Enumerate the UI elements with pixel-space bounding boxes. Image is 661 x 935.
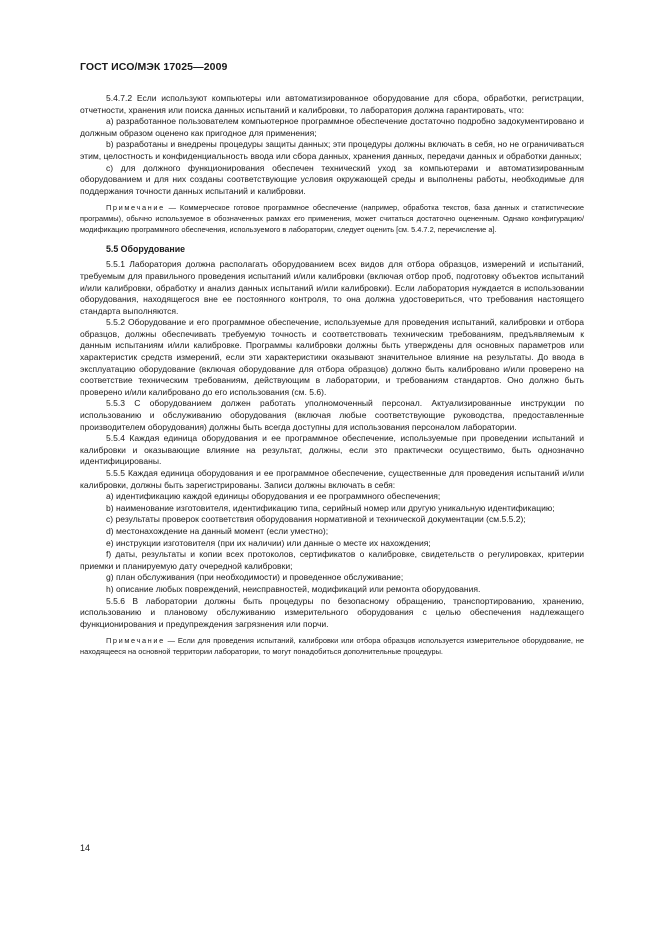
paragraph-5-5-3: 5.5.3 С оборудованием должен работать уполномоченный персонал. Актуализированные инструкции по использованию и обслуживанию оборудования (включая любые соответствующие руководства, предоставленные производителем оборудования) должны быть всегда доступны для использования персоналом лаборатории.	[80, 398, 584, 432]
paragraph-5-5-6: 5.5.6 В лаборатории должны быть процедуры по безопасному обращению, транспортированию, хранению, использованию и плановому обслуживанию измерительного оборудования с целью обеспечения надлежащего функционирования и предупреждения загрязнения или порчи.	[80, 595, 584, 629]
list-item-b: b) наименование изготовителя, идентификацию типа, серийный номер или другую уникальную идентификацию;	[106, 502, 555, 513]
list-item-b: b) разработаны и внедрены процедуры защиты данных; эти процедуры должны включать в себя, но не ограничиваться этим, целостность и конфиденциальность ввода или сбора данных, хранения данных, передачи данных и обработки данных;	[80, 139, 584, 161]
paragraph-5-4-7-2: 5.4.7.2 Если используют компьютеры или автоматизированное оборудование для сбора, обработки, регистрации, отчетности, хранения или поиска данных испытаний и калибровки, то лаборатория должна гарантировать, что:	[80, 93, 584, 115]
list-item-a: a) идентификацию каждой единицы оборудования и ее программного обеспечения;	[106, 491, 441, 502]
list-item-c: c) результаты проверок соответствия оборудования нормативной и технической документации (см.5.5.2);	[106, 514, 526, 525]
page-number: 14	[80, 843, 91, 853]
list-item-e: e) инструкции изготовителя (при их наличии) или данные о месте их нахождения;	[106, 537, 431, 548]
paragraph-5-5-1: 5.5.1 Лаборатория должна располагать оборудованием всех видов для отбора образцов, измерений и испытаний, требуемым для правильного проведения испытаний и/или калибровки (включая отбор проб, подготовку объектов испытаний и/или калибровки, обработку и анализ данных испытаний и/или калибровки). Если лаборатория нуждается в использовании оборудования, находящегося вне ее постоянного контроля, то она должна удостовериться, что требования настоящего стандарта выполняются.	[80, 259, 584, 316]
list-item-g: g) план обслуживания (при необходимости) и проведенное обслуживание;	[106, 572, 404, 583]
note-text: — Если для проведения испытаний, калибровки или отбора образцов используется измерительное оборудование, не находящееся на основной территории лаборатории, то могут понадобиться дополнительные процедуры.	[80, 636, 584, 657]
paragraph-5-5-2: 5.5.2 Оборудование и его программное обеспечение, используемые для проведения испытаний, калибровки и отбора образцов, должны обеспечивать требуемую точность и соответствовать техническим требованиям, предъявляемым к данным испытаниям и/или калибровке. Программы калибровки должны быть утверждены для основных параметров или характеристик средств измерений, если эти характеристики оказывают значительное влияние на результаты. До ввода в эксплуатацию оборудование (включая оборудование для отбора образцов) должно быть калибровано и/или проверено на соответствие техническим требованиям, действующим в лаборатории, и требованиям стандартов. Оно должно быть проверено и/или калибровано до его использования (см. 5.6).	[80, 317, 584, 397]
section-heading-5-5: 5.5 Оборудование	[106, 243, 186, 254]
note-label: Примечание	[106, 636, 165, 646]
list-item-h: h) описание любых повреждений, неисправностей, модификаций или ремонта оборудования.	[106, 583, 481, 594]
list-item-a: a) разработанное пользователем компьютерное программное обеспечение достаточно подробно задокументировано и должным образом оценено как пригодное для применения;	[80, 116, 584, 138]
note-text: — Коммерческое готовое программное обеспечение (например, обработка текстов, база данных и статистические программы), обычно используемое в обозначенных рамках его применения, может считаться достаточно оцененным. Однако конфигурацию/модификацию программного обеспечения, используемого в лаборатории, следует оценить [см. 5.4.7.2, перечисление а].	[80, 203, 584, 234]
note-label: Примечание	[106, 203, 165, 213]
note-1	[80, 203, 584, 235]
list-item-c: c) для должного функционирования обеспечен технический уход за компьютерами и автоматизированным оборудованием и для них созданы соответствующие условия окружающей среды и выполнены работы, необходимые для поддержания точности данных испытаний и калибровки.	[80, 162, 584, 196]
list-item-f: f) даты, результаты и копии всех протоколов, сертификатов о калибровке, свидетельств о регулировках, критерии приемки и планируемую дату очередной калибровки;	[80, 549, 584, 571]
note-2	[80, 636, 584, 658]
document-body	[80, 93, 584, 658]
list-item-d: d) местонахождение на данный момент (если уместно);	[106, 525, 329, 536]
standard-header: ГОСТ ИСО/МЭК 17025—2009	[80, 61, 228, 73]
paragraph-5-5-5: 5.5.5 Каждая единица оборудования и ее программное обеспечение, существенные для проведения испытаний и/или калибровки, должны быть зарегистрированы. Записи должны включать в себя:	[80, 468, 584, 490]
paragraph-5-5-4: 5.5.4 Каждая единица оборудования и ее программное обеспечение, используемые при проведении испытаний и калибровки и оказывающие влияние на результат, должны, если это практически осуществимо, быть однозначно идентифицированы.	[80, 433, 584, 467]
